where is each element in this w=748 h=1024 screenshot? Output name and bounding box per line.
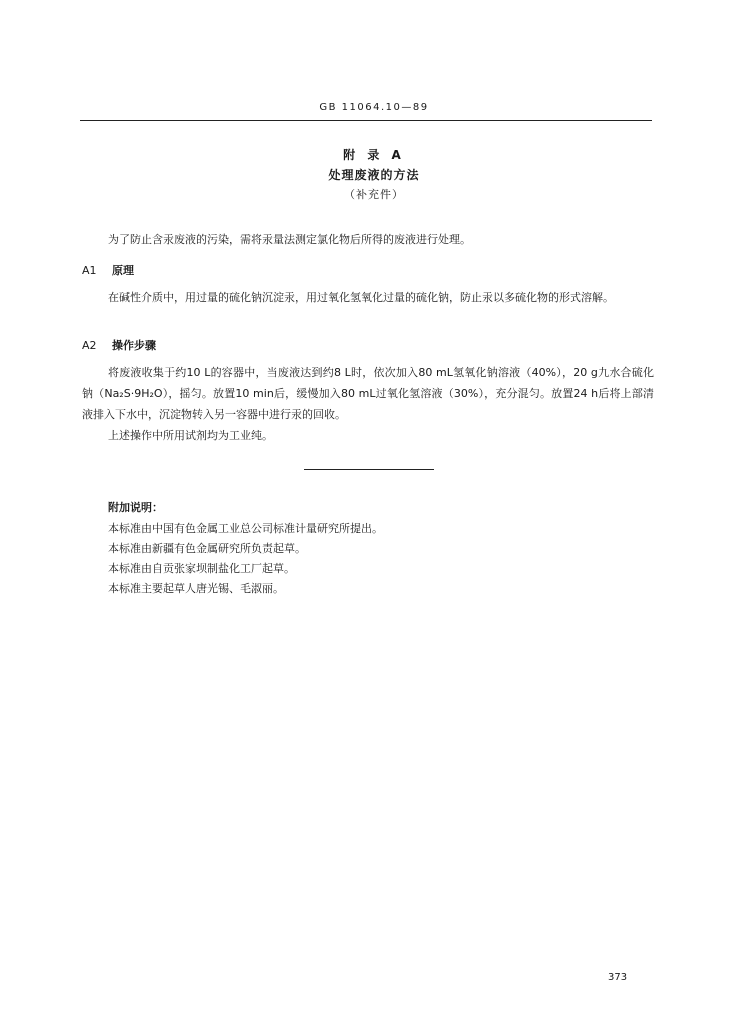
header-rule — [80, 120, 652, 121]
section-title: 操作步骤 — [112, 339, 156, 352]
note-line: 本标准主要起草人唐光锡、毛淑丽。 — [108, 582, 284, 595]
appendix-label: 附 录 A — [343, 148, 405, 162]
note-line: 本标准由新疆有色金属研究所负责起草。 — [108, 542, 306, 555]
section-number: A2 — [82, 339, 97, 352]
intro-paragraph: 为了防止含汞废液的污染，需将汞量法测定氯化物后所得的废液进行处理。 — [108, 233, 471, 246]
section-title: 原理 — [112, 264, 134, 277]
notes-title: 附加说明： — [108, 501, 163, 514]
standard-code-header: GB 11064.10—89 — [319, 102, 429, 113]
appendix-subtitle: （补充件） — [344, 188, 404, 201]
section-heading-a2 — [82, 335, 654, 356]
section-number: A1 — [82, 264, 97, 277]
appendix-title: 处理废液的方法 — [328, 168, 420, 182]
page-number: 373 — [608, 972, 628, 983]
section-a1-paragraph: 在碱性介质中，用过量的硫化钠沉淀汞，用过氧化氢氧化过量的硫化钠，防止汞以多硫化物的形式溶解。 — [108, 291, 614, 304]
note-line: 本标准由自贡张家坝制盐化工厂起草。 — [108, 562, 295, 575]
note-line: 本标准由中国有色金属工业总公司标准计量研究所提出。 — [108, 522, 383, 535]
section-a2-paragraph: 将废液收集于约10 L的容器中，当废液达到约8 L时，依次加入80 mL氢氧化钠溶液（40%），20 g九水合硫化钠（Na₂S·9H₂O），摇匀。放置10 min后，缓慢加入80 mL过氧化氢溶液（30%），充分混匀。放置24 h后将上部清液排入下水中，沉淀物转入另一容器中进行汞的回收。 — [82, 366, 654, 421]
section-divider — [304, 469, 434, 470]
section-heading-a1 — [82, 260, 654, 281]
section-a2-paragraph: 上述操作中所用试剂均为工业纯。 — [108, 429, 273, 442]
